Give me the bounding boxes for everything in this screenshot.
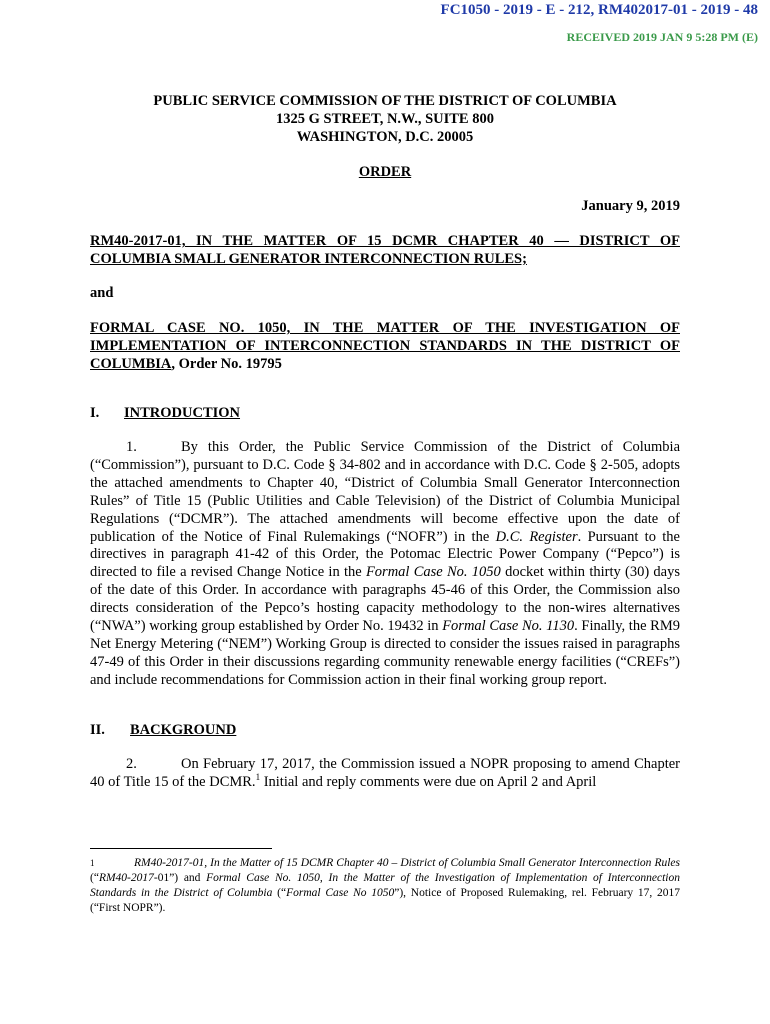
section-heading-background xyxy=(90,722,680,739)
section-number: II. xyxy=(90,721,105,738)
agency-name: PUBLIC SERVICE COMMISSION OF THE DISTRICT OF COLUMBIA xyxy=(153,93,617,109)
footnote-text: ”), Notice of Proposed Rulemaking, rel. February 17, 2017 (“First NOPR”). xyxy=(90,887,681,914)
paragraph-citation: Formal Case No. 1050 xyxy=(365,564,501,581)
agency-city: WASHINGTON, D.C. 20005 xyxy=(296,129,474,145)
agency-address: 1325 G STREET, N.W., SUITE 800 xyxy=(276,111,494,127)
footnote-reference[interactable]: 1 xyxy=(255,771,261,782)
footnote-text: -01”) and xyxy=(153,872,207,884)
case-caption-fc1050 xyxy=(90,319,680,373)
paragraph-text: . Pursuant to the directives in paragraph 41-42 of this Order, the Potomac Electric Power Company (“Pepco”) is directed to file a revised Change Notice in the xyxy=(90,528,680,581)
footnote-1 xyxy=(90,856,680,916)
paragraph-text: . Finally, the RM9 Net Energy Metering (“NEM”) Working Group is directed to consider the issues raised in paragraphs 47-49 of this Order in their discussions regarding community renewable energy facilities (“CREFs”) and include recommendations for Commission action in their final working group report. xyxy=(90,618,680,688)
case-caption-fc1050-title: FORMAL CASE NO. 1050, IN THE MATTER OF THE INVESTIGATION OF IMPLEMENTATION OF INTERCONNECTION STANDARDS IN THE DISTRICT OF COLUMBIA xyxy=(90,320,680,372)
footnote-citation: Formal Case No 1050 xyxy=(286,887,395,899)
paragraph-text: By this Order, the Public Service Commission of the District of Columbia (“Commission”), pursuant to D.C. Code § 34-802 and in accordance with D.C. Code § 2-505, adopts the attached amendments to Chapter 40, “District of Columbia Small Generator Interconnection Rules” of Title 15 (Public Utilities and Cable Television) of the District of Columbia Municipal Regulations (“DCMR”). The attached amendments will become effective upon the date of publication of the Notice of Final Rulemakings (“NOFR”) in the xyxy=(90,439,680,545)
paragraph-text: docket within thirty (30) days of the date of this Order. In accordance with paragraphs 45-46 of this Order, the Commission also directs consideration of the Pepco’s hosting capacity methodology to the non-wires alternatives (“NWA”) working group established by Order No. 19432 in xyxy=(90,564,681,635)
filing-id-stamp: FC1050 - 2019 - E - 212, RM402017-01 - 2019 - 48 xyxy=(440,2,758,18)
document-page xyxy=(90,92,680,792)
paragraph-1 xyxy=(90,439,680,690)
paragraph-text: On February 17, 2017, the Commission issued a NOPR proposing to amend Chapter 40 of Title 15 of the DCMR. xyxy=(90,755,680,790)
footnote-divider xyxy=(90,848,272,849)
order-date: January 9, 2019 xyxy=(581,198,680,214)
caption-and: and xyxy=(90,285,114,301)
paragraph-citation: Formal Case No. 1130 xyxy=(442,618,575,635)
section-title: BACKGROUND xyxy=(130,721,237,738)
section-title: INTRODUCTION xyxy=(124,405,241,421)
paragraph-number: 2. xyxy=(126,755,137,772)
footnote-text: (“ xyxy=(90,872,99,884)
footnote-citation: RM40-2017 xyxy=(98,872,154,884)
case-caption-rm40: RM40-2017-01, IN THE MATTER OF 15 DCMR CHAPTER 40 — DISTRICT OF COLUMBIA SMALL GENERATOR INTERCONNECTION RULES; xyxy=(90,233,680,267)
section-number: I. xyxy=(90,405,100,421)
order-title: ORDER xyxy=(358,164,412,180)
footnote-citation: Formal Case No. 1050, In the Matter of the Investigation of Implementation of Interconnection Standards in the District of Columbia xyxy=(90,872,680,899)
section-heading-introduction xyxy=(90,405,680,422)
order-number: , Order No. 19795 xyxy=(171,356,282,372)
paragraph-citation: D.C. Register xyxy=(495,528,578,545)
paragraph-2 xyxy=(90,756,680,792)
footnote-number: 1 xyxy=(90,858,95,868)
paragraph-text: Initial and reply comments were due on April 2 and April xyxy=(260,773,597,790)
received-stamp: RECEIVED 2019 JAN 9 5:28 PM (E) xyxy=(566,30,758,44)
footnote-text: (“ xyxy=(272,887,287,899)
paragraph-number: 1. xyxy=(126,439,137,455)
footnote-citation: RM40-2017-01, In the Matter of 15 DCMR Chapter 40 – District of Columbia Small Generator Interconnection Rules xyxy=(134,857,680,869)
